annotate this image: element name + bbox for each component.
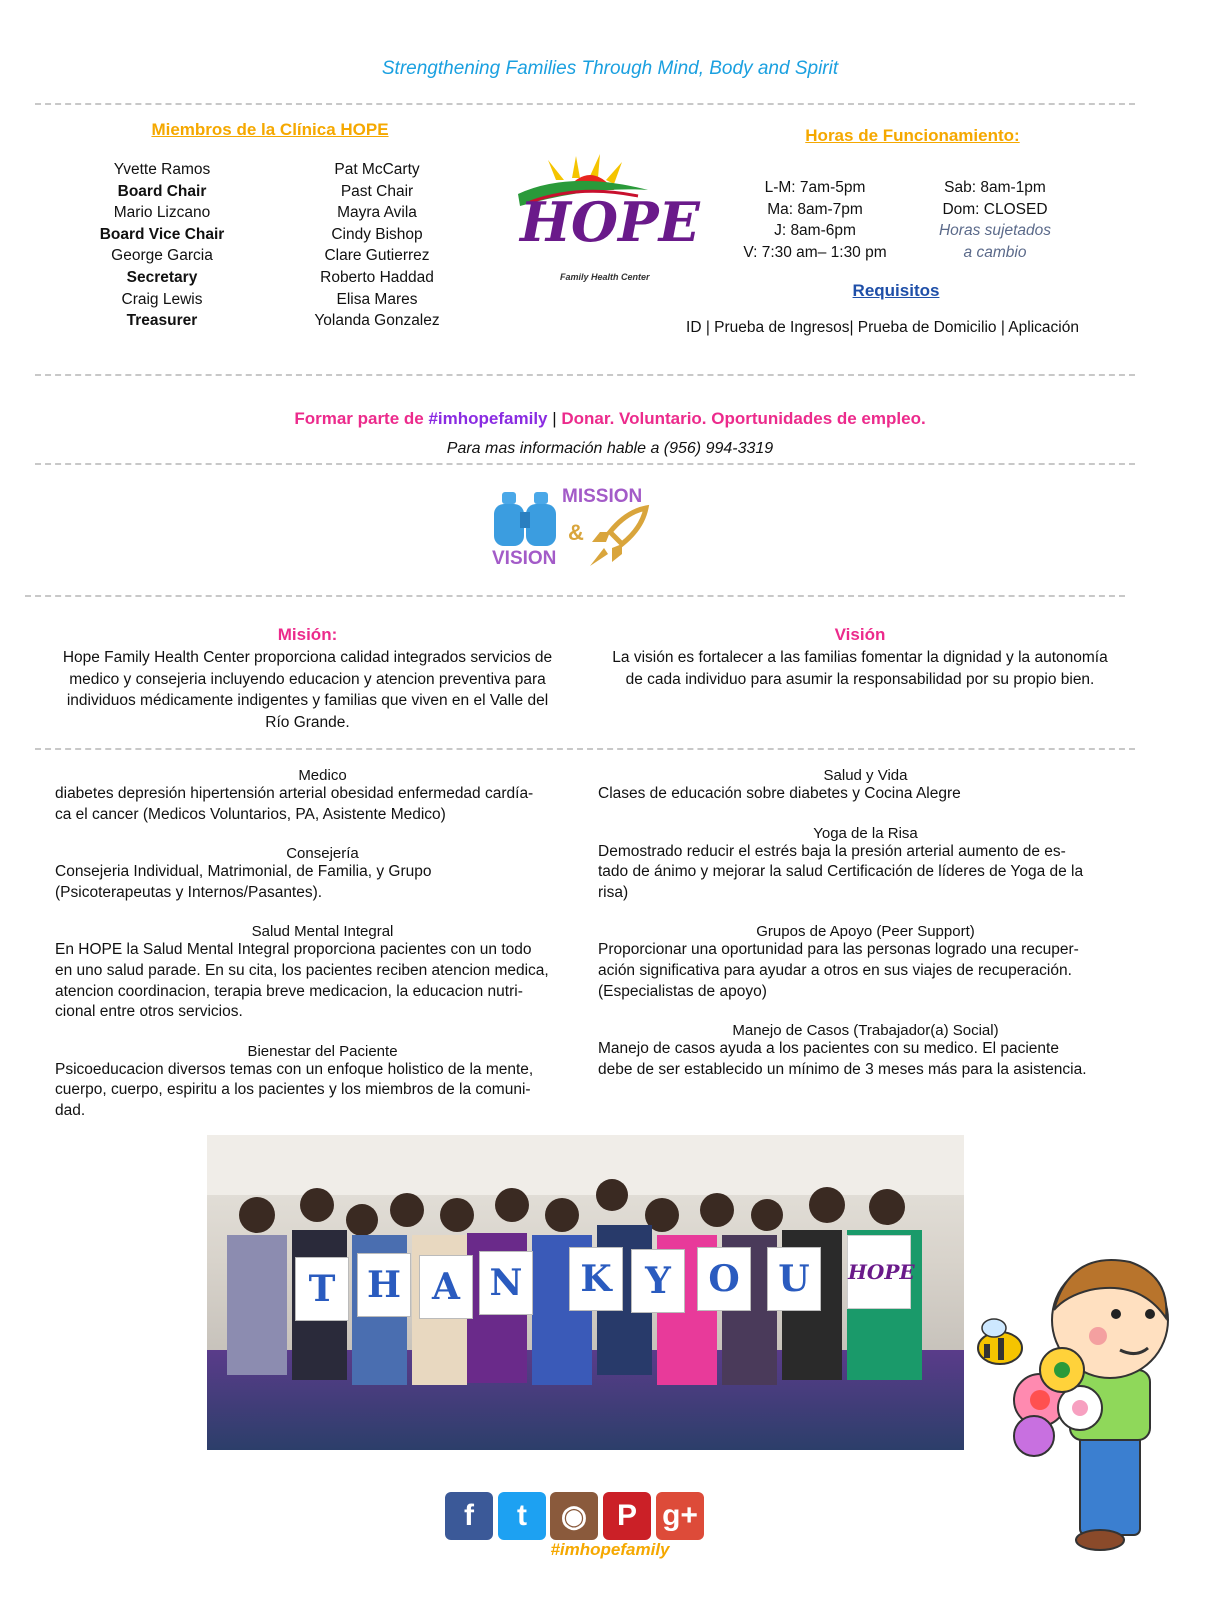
service-title: Bienestar del Paciente	[247, 1042, 398, 1060]
service-line: Proporcionar una oportunidad para las personas logrado una recuper-	[598, 941, 1079, 959]
service-title: Medico	[298, 767, 347, 784]
service-line: dad.	[55, 1101, 86, 1119]
member-role: Board Vice Chair	[99, 225, 225, 243]
pinterest-icon[interactable]: P	[603, 1492, 651, 1540]
member-name: Yolanda Gonzalez	[314, 312, 440, 330]
member-role: Treasurer	[126, 312, 198, 330]
service-line: debe de ser establecido un mínimo de 3 meses más para la asistencia.	[598, 1060, 1087, 1078]
member-name: Mario Lizcano	[113, 204, 211, 222]
logo-name: HOPE	[520, 190, 700, 254]
hours-line: Dom: CLOSED	[942, 200, 1048, 218]
member-name: Pat McCarty	[334, 161, 420, 178]
thank-you-sign-letter: N	[479, 1251, 533, 1315]
vision-text	[585, 647, 1135, 690]
divider	[35, 374, 1135, 376]
kid-illustration	[970, 1240, 1170, 1560]
service-line: Clases de educación sobre diabetes y Cocina Alegre	[598, 785, 961, 802]
mission-line: Río Grande.	[265, 713, 350, 731]
service-line: Consejeria Individual, Matrimonial, de Familia, y Grupo	[55, 863, 432, 881]
service-block	[55, 767, 590, 825]
service-title: Consejería	[286, 845, 359, 863]
rocket-icon	[586, 502, 656, 572]
service-line: Manejo de casos ayuda a los pacientes con su medico. El paciente	[598, 1040, 1059, 1058]
vision-word: VISION	[492, 548, 557, 569]
service-line: atencion coordinacion, terapia breve medicacion, la educacion nutri-	[55, 982, 523, 1000]
join-line	[0, 409, 1220, 429]
service-line: (Especialistas de apoyo)	[598, 982, 767, 1000]
member-role: Board Chair	[117, 182, 207, 200]
divider	[25, 595, 1125, 597]
mission-title: Misión:	[277, 625, 338, 644]
member-name: Yvette Ramos	[113, 161, 211, 178]
mission-vision-graphic	[490, 484, 660, 574]
hope-logo	[510, 150, 700, 290]
service-block	[598, 825, 1133, 904]
vision-title: Visión	[834, 625, 886, 644]
member-name: Mayra Avila	[337, 204, 417, 222]
service-line: En HOPE la Salud Mental Integral proporciona pacientes con un todo	[55, 941, 532, 959]
service-block	[598, 923, 1133, 1002]
hope-sign: HOPE	[847, 1235, 911, 1309]
mission-line: individuos médicamente indigentes y familias que viven en el Valle del	[66, 692, 549, 710]
thank-you-sign-letter: T	[295, 1257, 349, 1321]
thank-you-sign-letter: A	[419, 1255, 473, 1319]
join-hashtag: #imhopefamily	[428, 409, 548, 428]
service-title: Salud Mental Integral	[251, 923, 394, 941]
members-column-2	[277, 159, 477, 332]
divider	[35, 463, 1135, 465]
tagline: Strengthening Families Through Mind, Body and Spirit	[381, 58, 839, 79]
hours-line: J: 8am-6pm	[774, 222, 856, 240]
member-role: Secretary	[126, 268, 198, 286]
thank-you-sign-letter: H	[357, 1253, 411, 1317]
hours-line: L-M: 7am-5pm	[764, 179, 866, 196]
facebook-icon[interactable]: f	[445, 1492, 493, 1540]
service-title: Grupos de Apoyo (Peer Support)	[756, 923, 975, 941]
service-block	[598, 1022, 1133, 1080]
divider	[35, 103, 1135, 105]
kid-with-flowers-icon	[970, 1240, 1170, 1560]
service-line: cional entre otros servicios.	[55, 1003, 243, 1021]
requirements-text: ID | Prueba de Ingresos| Prueba de Domicilio | Aplicación	[686, 319, 1079, 336]
hours-note: Horas sujetados	[938, 222, 1051, 240]
member-name: Cindy Bishop	[331, 225, 423, 243]
mission-line: Hope Family Health Center proporciona calidad integrados servicios de	[62, 649, 553, 666]
thank-you-sign-letter: Y	[631, 1249, 685, 1313]
service-line: (Psicoterapeutas y Internos/Pasantes).	[55, 883, 323, 901]
thank-you-sign-letter: U	[767, 1247, 821, 1311]
service-title: Yoga de la Risa	[813, 824, 918, 842]
service-block	[55, 845, 590, 903]
thank-you-sign-letter: K	[569, 1247, 623, 1311]
service-line: ación significativa para ayudar a otros en sus viajes de recuperación.	[598, 961, 1072, 979]
service-line: tado de ánimo y mejorar la salud Certificación de líderes de Yoga de la	[598, 863, 1084, 881]
vision-line: de cada individuo para asumir la responsabilidad por su propio bien.	[625, 670, 1095, 688]
hours-column-2	[910, 177, 1080, 263]
footer-hashtag: #imhopefamily	[550, 1540, 670, 1559]
service-block	[55, 1043, 590, 1122]
googleplus-icon[interactable]: g+	[656, 1492, 704, 1540]
ampersand: &	[568, 520, 584, 545]
hours-line: V: 7:30 am– 1:30 pm	[743, 243, 887, 261]
hours-line: Ma: 8am-7pm	[767, 200, 863, 218]
service-title: Manejo de Casos (Trabajador(a) Social)	[732, 1022, 999, 1040]
join-separator: |	[547, 409, 562, 428]
members-title: Miembros de la Clínica HOPE	[151, 120, 389, 139]
instagram-icon[interactable]: ◉	[550, 1492, 598, 1540]
divider	[35, 748, 1135, 750]
twitter-icon[interactable]: t	[498, 1492, 546, 1540]
members-column-1	[62, 159, 262, 332]
service-line: cuerpo, cuerpo, espiritu a los pacientes y los miembros de la comuni-	[55, 1081, 531, 1099]
join-part1: Formar parte de	[294, 409, 429, 428]
join-part2: Donar. Voluntario. Oportunidades de empleo.	[561, 409, 926, 428]
logo-subtitle: Family Health Center	[560, 272, 650, 282]
vision-line: La visión es fortalecer a las familias fomentar la dignidad y la autonomía	[612, 649, 1108, 666]
member-name: Elisa Mares	[336, 290, 418, 308]
services-right	[598, 767, 1133, 1100]
hours-column-1	[710, 177, 920, 263]
phone-info: Para mas información hable a (956) 994-3319	[446, 440, 774, 457]
thank-you-sign-letter: O	[697, 1247, 751, 1311]
service-block	[598, 767, 1133, 805]
mission-word: MISSION	[562, 486, 643, 507]
service-line: en uno salud parade. En su cita, los pacientes reciben atencion medica,	[55, 961, 549, 979]
mission-text	[35, 647, 580, 733]
member-name: Clare Gutierrez	[324, 247, 430, 265]
mission-line: medico y consejeria incluyendo educacion y atencion preventiva para	[69, 670, 546, 688]
hours-line: Sab: 8am-1pm	[944, 179, 1046, 196]
member-name: Craig Lewis	[121, 290, 203, 308]
service-block	[55, 923, 590, 1022]
service-line: ca el cancer (Medicos Voluntarios, PA, Asistente Medico)	[55, 805, 446, 823]
service-line: risa)	[598, 883, 629, 901]
group-photo	[207, 1135, 964, 1450]
member-name: Roberto Haddad	[320, 268, 434, 286]
services-left	[55, 767, 590, 1142]
service-line: Psicoeducacion diversos temas con un enfoque holistico de la mente,	[55, 1060, 534, 1078]
hours-title: Horas de Funcionamiento:	[805, 126, 1020, 145]
member-name: Past Chair	[340, 182, 414, 200]
hours-note: a cambio	[963, 243, 1027, 261]
service-title: Salud y Vida	[823, 767, 908, 784]
member-name: George Garcia	[111, 247, 213, 265]
service-line: Demostrado reducir el estrés baja la presión arterial aumento de es-	[598, 842, 1066, 860]
service-line: diabetes depresión hipertensión arterial obesidad enfermedad cardía-	[55, 785, 534, 802]
requirements-title: Requisitos	[852, 281, 940, 300]
